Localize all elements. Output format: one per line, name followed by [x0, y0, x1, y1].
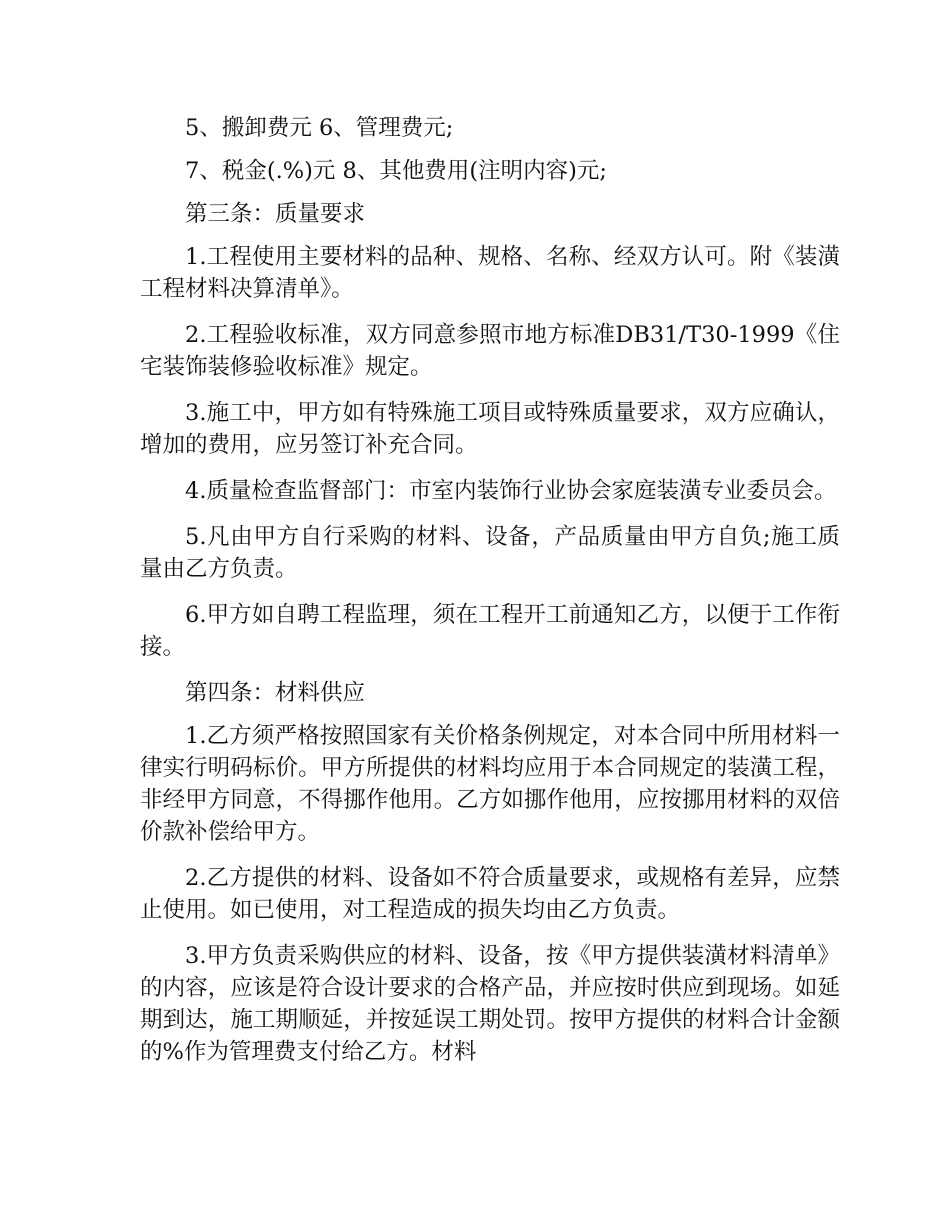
quality-clause-6: 6.甲方如自聘工程监理，须在工程开工前通知乙方，以便于工作衔接。	[140, 602, 840, 660]
materials-clause-2: 2.乙方提供的材料、设备如不符合质量要求，或规格有差异，应禁止使用。如已使用，对工程造成的损失均由乙方负责。	[140, 865, 840, 923]
quality-clause-1: 1.工程使用主要材料的品种、规格、名称、经双方认可。附《装潢工程材料决算清单》。	[140, 244, 840, 302]
section-heading-quality: 第三条：质量要求	[185, 201, 366, 227]
materials-clause-3: 3.甲方负责采购供应的材料、设备，按《甲方提供装潢材料清单》的内容，应该是符合设计要求的合格产品，并应按时供应到现场。如延期到达，施工期顺延，并按延误工期处罚。按甲方提供的材料合计金额的%作为管理费支付给乙方。材料	[140, 943, 840, 1065]
quality-clause-3: 3.施工中，甲方如有特殊施工项目或特殊质量要求，双方应确认，增加的费用，应另签订补充合同。	[140, 400, 840, 458]
quality-clause-4: 4.质量检查监督部门：市室内装饰行业协会家庭装潢专业委员会。	[185, 478, 837, 504]
fee-line-5-6: 5、搬卸费元 6、管理费元;	[185, 115, 454, 141]
fee-line-7-8: 7、税金(.%)元 8、其他费用(注明内容)元;	[185, 158, 608, 184]
document-page	[140, 112, 840, 1082]
quality-clause-2: 2.工程验收标准，双方同意参照市地方标准DB31/T30-1999《住宅装饰装修验收标准》规定。	[140, 322, 840, 380]
quality-clause-5: 5.凡由甲方自行采购的材料、设备，产品质量由甲方自负;施工质量由乙方负责。	[140, 524, 840, 582]
materials-clause-1: 1.乙方须严格按照国家有关价格条例规定，对本合同中所用材料一律实行明码标价。甲方所提供的材料均应用于本合同规定的装潢工程，非经甲方同意，不得挪作他用。乙方如挪作他用，应按挪用材料的双倍价款补偿给甲方。	[140, 723, 840, 845]
section-heading-materials: 第四条：材料供应	[185, 680, 366, 706]
